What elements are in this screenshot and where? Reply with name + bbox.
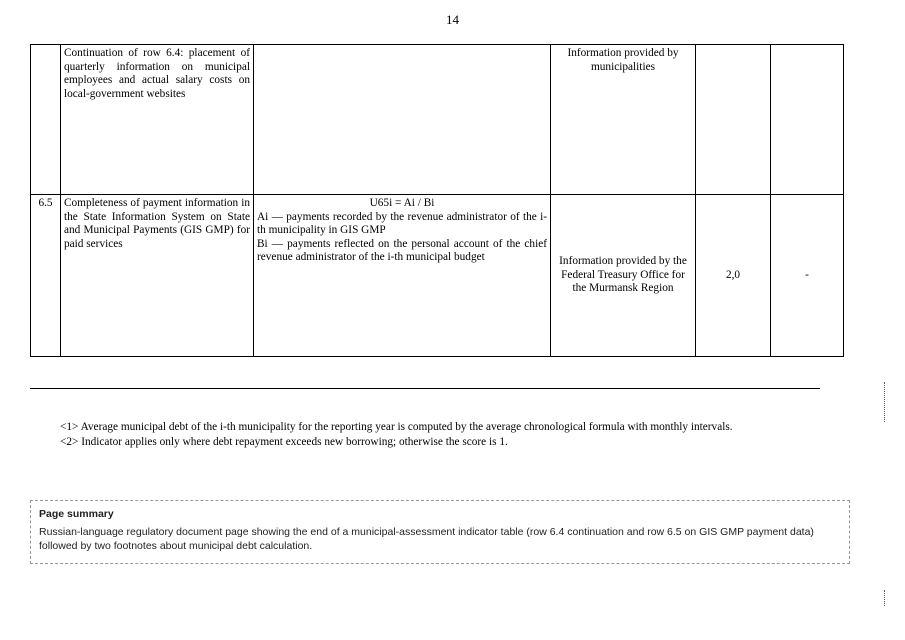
indicator-formula-cell xyxy=(254,195,551,357)
indicator-formula: U65i = Ai / Bi xyxy=(369,197,435,209)
scan-edge-mark xyxy=(884,382,886,422)
page-number: 14 xyxy=(446,12,459,27)
footnote: <2> Indicator applies only where debt repayment exceeds new borrowing; otherwise the score is 1. xyxy=(60,435,508,448)
indicator-name: Continuation of row 6.4: placement of quarterly information on municipal employees and actual salary costs on local-government websites xyxy=(61,45,254,195)
indicator-note: - xyxy=(771,195,844,357)
indicator-note xyxy=(771,45,844,195)
indicator-source: Information provided by municipalities xyxy=(551,45,696,195)
summary-heading: Page summary xyxy=(39,508,114,520)
table-row xyxy=(31,45,844,195)
footnote-divider xyxy=(30,388,820,389)
scan-edge-mark xyxy=(884,590,886,606)
footnote: <1> Average municipal debt of the i-th municipality for the reporting year is computed by the average chronological formula with monthly intervals. xyxy=(60,421,733,433)
page-summary xyxy=(30,500,850,564)
indicator-table xyxy=(30,44,844,357)
footnotes xyxy=(30,420,850,449)
table-row xyxy=(31,195,844,357)
indicator-formula xyxy=(254,45,551,195)
formula-definition: Bi — payments reflected on the personal account of the chief revenue administrator of the i-th municipal budget xyxy=(257,237,547,264)
indicator-weight xyxy=(696,45,771,195)
indicator-weight: 2,0 xyxy=(696,195,771,357)
row-number: 6.5 xyxy=(31,195,61,357)
indicator-source: Information provided by the Federal Treasury Office for the Murmansk Region xyxy=(551,195,696,357)
row-number xyxy=(31,45,61,195)
indicator-name: Completeness of payment information in the State Information System on State and Municipal Payments (GIS GMP) for paid services xyxy=(61,195,254,357)
formula-definition: Ai — payments recorded by the revenue administrator of the i-th municipality in GIS GMP xyxy=(257,210,547,237)
summary-text: Russian-language regulatory document page showing the end of a municipal-assessment indicator table (row 6.4 continuation and row 6.5 on GIS GMP payment data) followed by two footnotes about municipal debt calculation. xyxy=(39,526,814,552)
